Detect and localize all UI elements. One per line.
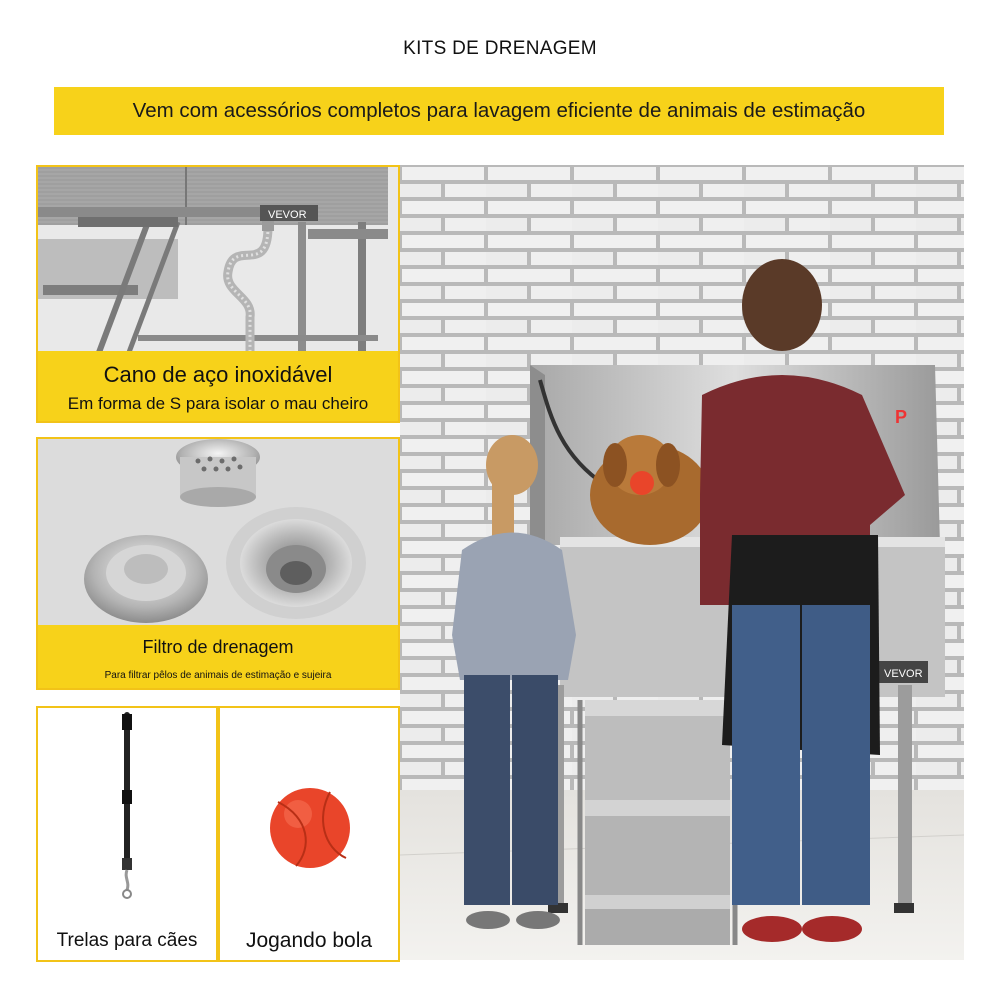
filter-panel <box>36 437 400 690</box>
leash-title: Trelas para cães <box>56 930 198 951</box>
pipe-subtitle: Em forma de S para isolar o mau cheiro <box>67 394 369 413</box>
pipe-brand-text: VEVOR <box>268 209 307 221</box>
filter-subtitle: Para filtrar pêlos de animais de estimação e sujeira <box>104 669 332 681</box>
promo-banner <box>54 87 944 135</box>
leash-label <box>38 918 216 962</box>
scene-logo-text: P <box>895 407 908 427</box>
scene-brand-text: VEVOR <box>884 668 923 680</box>
leash-icon <box>38 708 218 908</box>
ball-label <box>220 918 398 962</box>
pipe-panel <box>36 165 400 423</box>
filter-label <box>38 625 398 690</box>
pipe-title: Cano de aço inoxidável <box>103 362 333 387</box>
filter-title: Filtro de drenagem <box>142 636 294 657</box>
pipe-label <box>38 351 398 423</box>
ball-title: Jogando bola <box>245 929 373 952</box>
grooming-tub-photo <box>400 165 964 960</box>
page-title: KITS DE DRENAGEM <box>403 38 597 59</box>
ball-icon <box>220 708 400 908</box>
leash-panel <box>36 706 218 962</box>
tub-pipe-illustration <box>38 167 400 355</box>
ball-panel <box>218 706 400 962</box>
grooming-scene <box>400 165 964 960</box>
banner-text: Vem com acessórios completos para lavagem eficiente de animais de estimação <box>132 99 866 122</box>
drain-filter-illustration <box>38 439 400 625</box>
